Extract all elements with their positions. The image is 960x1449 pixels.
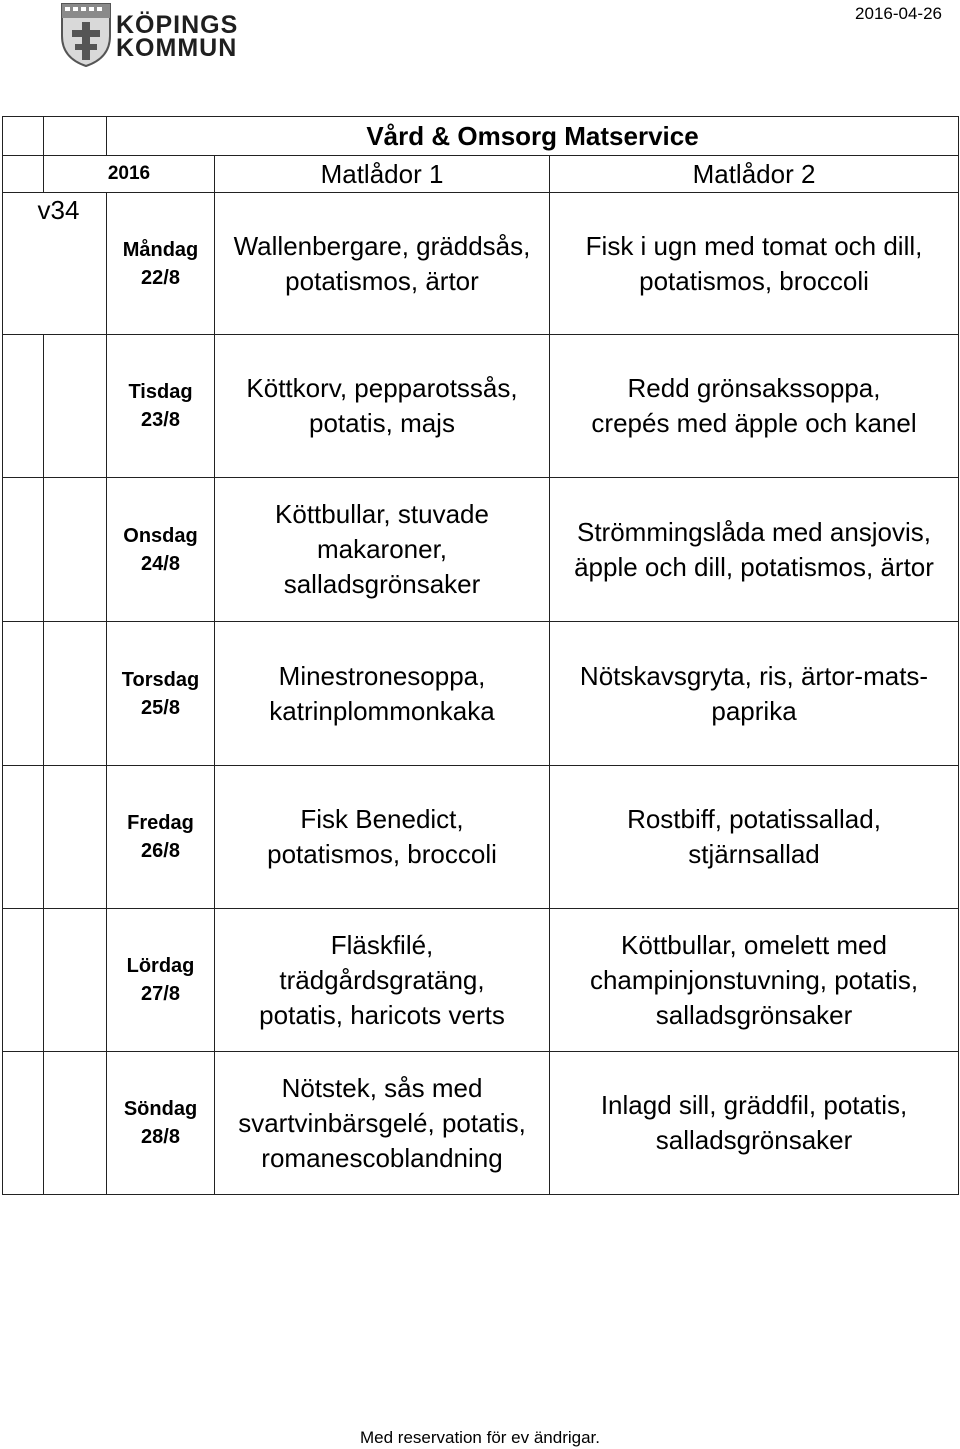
dish-matlador-2: Strömmingslåda med ansjovis, äpple och dill, potatismos, ärtor — [550, 478, 959, 622]
day-cell — [107, 622, 215, 766]
dish-matlador-2: Rostbiff, potatissallad, stjärnsallad — [550, 766, 959, 909]
day-cell — [107, 193, 215, 335]
day-date: 28/8 — [141, 1126, 180, 1148]
dish-matlador-2: Redd grönsakssoppa, crepés med äpple och kanel — [550, 335, 959, 478]
column-header-matlador-1: Matlådor 1 — [215, 156, 550, 193]
dish-matlador-1: Minestronesoppa, katrinplommonkaka — [215, 622, 550, 766]
day-date: 24/8 — [141, 552, 180, 575]
year-label: 2016 — [44, 156, 215, 193]
day-cell — [107, 909, 215, 1052]
logo-line-1: KÖPINGS — [116, 11, 239, 39]
week-label: v34 — [3, 193, 107, 335]
dish-matlador-2: Köttbullar, omelett med champinjonstuvning, potatis, salladsgrönsaker — [550, 909, 959, 1052]
coat-of-arms-icon — [60, 2, 112, 68]
day-date: 23/8 — [141, 409, 180, 431]
day-date: 25/8 — [141, 696, 180, 719]
dish-matlador-2: Inlagd sill, gräddfil, potatis, salladsgrönsaker — [550, 1052, 959, 1195]
day-cell — [107, 1052, 215, 1195]
document-date: 2016-04-26 — [855, 4, 942, 23]
dish-matlador-1: Fisk Benedict, potatismos, broccoli — [215, 766, 550, 909]
day-date: 27/8 — [141, 983, 180, 1005]
day-cell — [107, 335, 215, 478]
day-name: Lördag — [126, 955, 195, 977]
day-name: Måndag — [122, 238, 199, 261]
dish-matlador-2: Fisk i ugn med tomat och dill, potatismos, broccoli — [550, 193, 959, 335]
day-name: Onsdag — [123, 524, 198, 547]
dish-matlador-2: Nötskavsgryta, ris, ärtor-mats-paprika — [550, 622, 959, 766]
day-name: Söndag — [123, 1098, 198, 1120]
day-name: Tisdag — [128, 381, 193, 403]
kopings-kommun-logo — [60, 2, 260, 68]
footer-note: Med reservation för ev ändrigar. — [359, 1428, 600, 1447]
day-date: 26/8 — [141, 840, 180, 862]
day-cell — [107, 478, 215, 622]
dish-matlador-1: Köttkorv, pepparotssås, potatis, majs — [215, 335, 550, 478]
day-cell — [107, 766, 215, 909]
day-date: 22/8 — [141, 266, 180, 289]
menu-table — [2, 116, 959, 1195]
column-header-matlador-2: Matlådor 2 — [550, 156, 959, 193]
menu-title: Vård & Omsorg Matservice — [107, 117, 959, 156]
day-name: Fredag — [127, 812, 194, 834]
dish-matlador-1: Fläskfilé, trädgårdsgratäng, potatis, haricots verts — [215, 909, 550, 1052]
day-name: Torsdag — [121, 668, 200, 691]
dish-matlador-1: Wallenbergare, gräddsås, potatismos, ärtor — [215, 193, 550, 335]
logo-line-2: KOMMUN — [116, 34, 238, 62]
dish-matlador-1: Köttbullar, stuvade makaroner, salladsgrönsaker — [215, 478, 550, 622]
dish-matlador-1: Nötstek, sås med svartvinbärsgelé, potatis, romanescoblandning — [215, 1052, 550, 1195]
